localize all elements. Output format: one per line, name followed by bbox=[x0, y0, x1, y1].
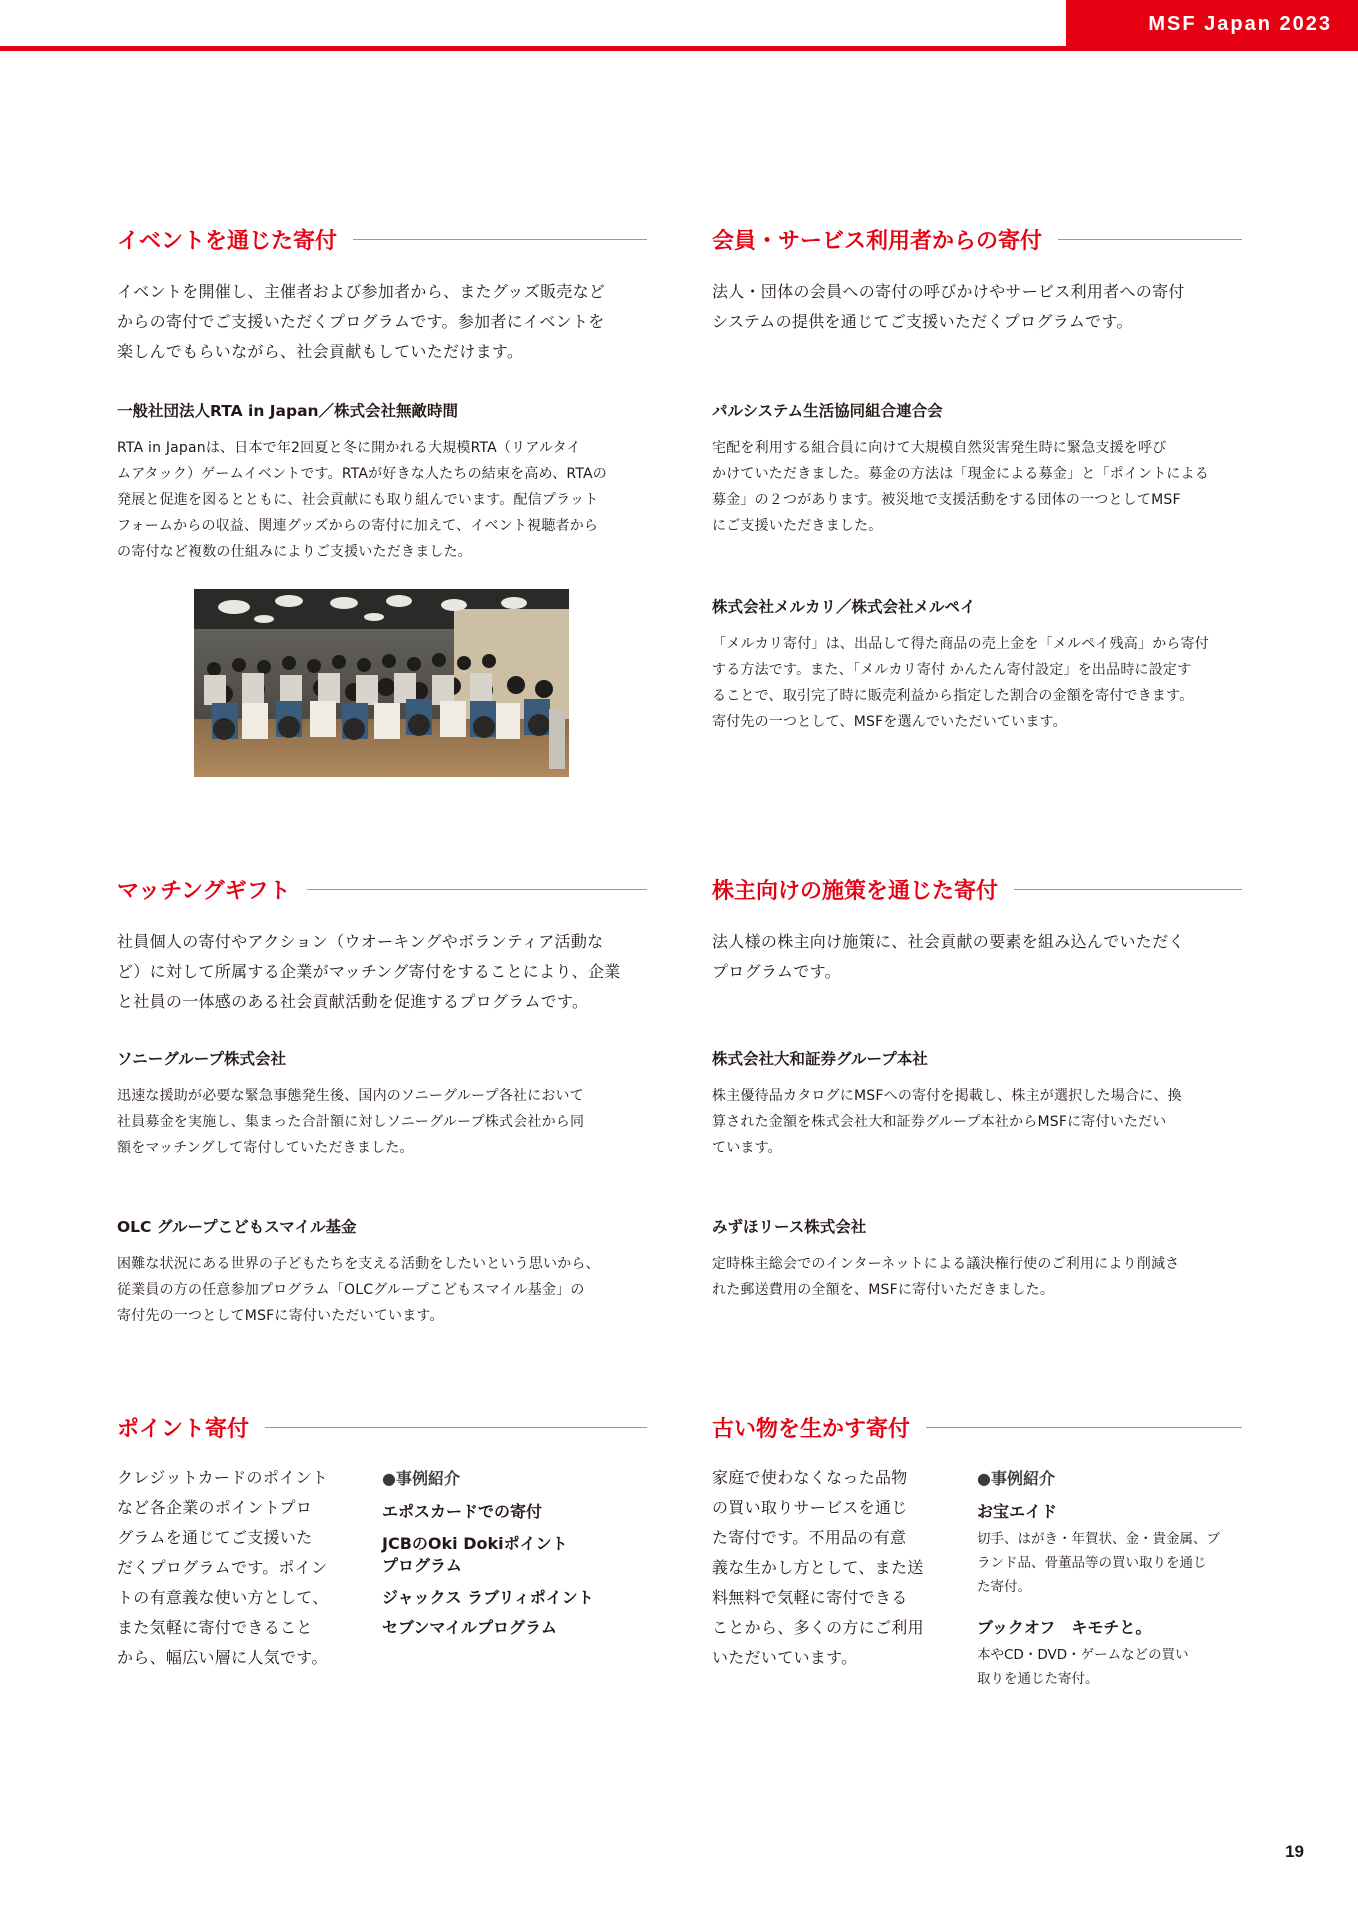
shareholder-org-2: みずほリース株式会社 bbox=[712, 1218, 867, 1236]
points-case-4: セブンマイルプログラム bbox=[382, 1618, 557, 1637]
points-cases bbox=[382, 1466, 642, 1639]
section-member-heading bbox=[712, 224, 1242, 255]
section-matching-lead: 社員個人の寄付やアクション（ウオーキングやボランティア活動な ど）に対して所属する企業がマッチング寄付をすることにより、企業 と社員の一体感のある社会貢献活動を促進するプログラムです。 bbox=[117, 932, 621, 1011]
section-points bbox=[117, 1412, 647, 1443]
event-org: 一般社団法人RTA in Japan／株式会社無敵時間 bbox=[117, 402, 459, 420]
section-matching-title: マッチングギフト bbox=[117, 879, 291, 904]
section-matching bbox=[117, 874, 647, 1329]
header-title: MSF Japan 2023 bbox=[1148, 12, 1332, 35]
matching-body-2: 困難な状況にある世界の子どもたちを支える活動をしたいという思いから、 従業員の方の任意参加プログラム「OLCグループこどもスマイル基金」の 寄付先の一つとしてMSFに寄付いただいています。 bbox=[117, 1256, 600, 1324]
section-reuse bbox=[712, 1412, 1242, 1443]
section-points-heading bbox=[117, 1412, 647, 1443]
reuse-case-2-name: ブックオフ キモチと。 bbox=[977, 1618, 1152, 1637]
shareholder-body-1: 株主優待品カタログにMSFへの寄付を掲載し、株主が選択した場合に、換 算された金額を株式会社大和証券グループ本社からMSFに寄付いただい ています。 bbox=[712, 1088, 1182, 1156]
divider bbox=[1014, 889, 1242, 890]
section-member-lead: 法人・団体の会員への寄付の呼びかけやサービス利用者への寄付 システムの提供を通じてご支援いただくプログラムです。 bbox=[712, 282, 1185, 331]
section-reuse-heading bbox=[712, 1412, 1242, 1443]
section-shareholder bbox=[712, 874, 1242, 1303]
section-shareholder-title: 株主向けの施策を通じた寄付 bbox=[712, 879, 999, 904]
section-shareholder-heading bbox=[712, 874, 1242, 905]
reuse-case-1-desc: 切手、はがき・年賀状、金・貴金属、ブ ランド品、骨董品等の買い取りを通じ た寄付。 bbox=[977, 1531, 1220, 1595]
shareholder-org-1: 株式会社大和証券グループ本社 bbox=[712, 1050, 928, 1068]
section-matching-heading bbox=[117, 874, 647, 905]
section-points-title: ポイント寄付 bbox=[117, 1417, 250, 1442]
event-body: RTA in Japanは、日本で年2回夏と冬に開かれる大規模RTA（リアルタイ ムアタック）ゲームイベントです。RTAが好きな人たちの結束を高め、RTAの 発展と促進を図るとともに、社会貢献にも取り組んでいます。配信プラット フォームからの収益、関連グッズからの寄付に加えて、イベント視聴者から の寄付など複数の仕組みによりご支援いただきました。 bbox=[117, 440, 607, 560]
divider bbox=[307, 889, 647, 890]
divider bbox=[926, 1427, 1242, 1428]
points-case-2: JCBのOki Dokiポイント プログラム bbox=[382, 1534, 568, 1575]
section-event-lead: イベントを開催し、主催者および参加者から、またグッズ販売など からの寄付でご支援いただくプログラムです。参加者にイベントを 楽しんでもらいながら、社会貢献もしていただけます。 bbox=[117, 282, 606, 361]
points-case-heading: ●事例紹介 bbox=[382, 1469, 460, 1488]
event-photo bbox=[194, 589, 569, 777]
reuse-cases bbox=[977, 1466, 1237, 1691]
section-event-title: イベントを通じた寄付 bbox=[117, 229, 338, 254]
matching-org-2: OLC グループこどもスマイル基金 bbox=[117, 1218, 357, 1236]
section-reuse-title: 古い物を生かす寄付 bbox=[712, 1417, 911, 1442]
section-member-title: 会員・サービス利用者からの寄付 bbox=[712, 229, 1043, 254]
page-number: 19 bbox=[1285, 1842, 1304, 1861]
member-org-1: パルシステム生活協同組合連合会 bbox=[712, 402, 943, 420]
section-shareholder-lead: 法人様の株主向け施策に、社会貢献の要素を組み込んでいただく プログラムです。 bbox=[712, 932, 1185, 981]
matching-org-1: ソニーグループ株式会社 bbox=[117, 1050, 286, 1068]
points-case-3: ジャックス ラブリィポイント bbox=[382, 1588, 594, 1607]
divider bbox=[353, 239, 647, 240]
member-org-2: 株式会社メルカリ／株式会社メルペイ bbox=[712, 598, 976, 616]
member-body-2: 「メルカリ寄付」は、出品して得た商品の売上金を「メルペイ残高」から寄付 する方法です。また、「メルカリ寄付 かんたん寄付設定」を出品時に設定す ることで、取引完了時に販売利益から指定した割合の金額を寄付できます。 寄付先の一つとして、MSFを選んでいただいています。 bbox=[712, 636, 1209, 730]
points-case-1: エポスカードでの寄付 bbox=[382, 1502, 543, 1521]
shareholder-body-2: 定時株主総会でのインターネットによる議決権行使のご利用により削減さ れた郵送費用の全額を、MSFに寄付いただきました。 bbox=[712, 1256, 1180, 1298]
divider bbox=[265, 1427, 647, 1428]
reuse-case-heading: ●事例紹介 bbox=[977, 1469, 1055, 1488]
header-tab bbox=[1066, 0, 1358, 48]
divider bbox=[1058, 239, 1242, 240]
section-member bbox=[712, 224, 1242, 735]
section-reuse-lead: 家庭で使わなくなった品物 の買い取りサービスを通じ た寄付です。不用品の有意 義な生かし方として、また送 料無料で気軽に寄付できる ことから、多くの方にご利用 いただいています。 bbox=[712, 1468, 924, 1667]
member-body-1: 宅配を利用する組合員に向けて大規模自然災害発生時に緊急支援を呼び かけていただきました。募金の方法は「現金による募金」と「ポイントによる 募金」の２つがあります。被災地で支援活動をする団体の一つとしてMSF にご支援いただきました。 bbox=[712, 440, 1209, 534]
section-event-heading bbox=[117, 224, 647, 255]
reuse-case-2-desc: 本やCD・DVD・ゲームなどの買い 取りを通じた寄付。 bbox=[977, 1647, 1189, 1687]
reuse-case-1-name: お宝エイド bbox=[977, 1502, 1058, 1521]
section-event bbox=[117, 224, 647, 565]
matching-body-1: 迅速な援助が必要な緊急事態発生後、国内のソニーグループ各社において 社員募金を実施し、集まった合計額に対しソニーグループ株式会社から同 額をマッチングして寄付していただきました。 bbox=[117, 1088, 585, 1156]
section-points-lead: クレジットカードのポイント など各企業のポイントプロ グラムを通じてご支援いた だくプログラムです。ポイン トの有意義な使い方として、 また気軽に寄付できること から、幅広い層に人気です。 bbox=[117, 1468, 329, 1667]
